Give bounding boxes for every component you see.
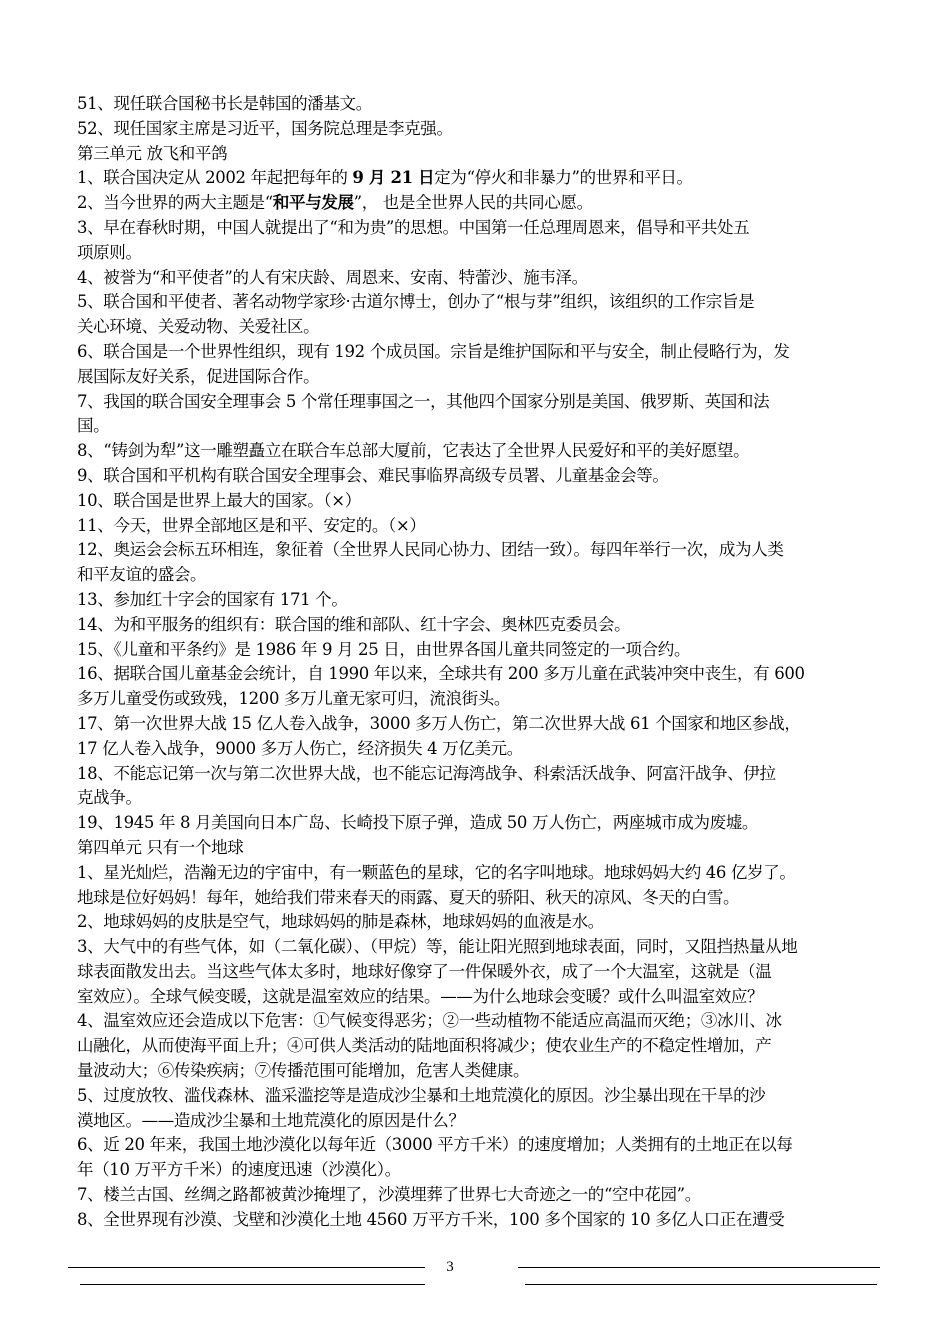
text-line: 5、过度放牧、滥伐森林、滥采滥挖等是造成沙尘暴和土地荒漠化的原因。沙尘暴出现在干旱的沙 [77, 1085, 766, 1105]
footer-rule-left-bottom [80, 1284, 425, 1285]
text-segment: ”， 也是全世界人民的共同心愿。 [353, 193, 593, 213]
text-line: 球表面散发出去。当这些气体太多时，地球好像穿了一件保暖外衣，成了一个大温室，这就是（温 [77, 961, 772, 981]
footer-rule-left-top [68, 1267, 425, 1268]
document-body [77, 92, 877, 1233]
text-line: 17、第一次世界大战 15 亿人卷入战争，3000 多万人伤亡，第二次世界大战 61 个国家和地区参战， [77, 713, 801, 733]
text-segment: 2、当今世界的两大主题是“ [77, 193, 273, 213]
text-line: 51、现任联合国秘书长是韩国的潘基文。 [77, 94, 372, 113]
text-line: 6、联合国是一个世界性组织，现有 192 个成员国。宗旨是维护国际和平与安全，制止侵略行为，发 [77, 341, 790, 361]
text-line: 4、温室效应还会造成以下危害：①气候变得恶劣；②一些动植物不能适应高温而灭绝；③冰川、冰 [77, 1011, 782, 1031]
page-number: 3 [446, 1259, 454, 1275]
text-line: 多万儿童受伤或致残，1200 多万儿童无家可归，流浪街头。 [77, 689, 511, 709]
text-line: 2、地球妈妈的皮肤是空气，地球妈妈的肺是森林，地球妈妈的血液是水。 [77, 912, 604, 932]
text-line: 19、1945 年 8 月美国向日本广岛、长崎投下原子弹，造成 50 万人伤亡，两座城市成为废墟。 [77, 813, 759, 833]
text-line: 17 亿人卷入战争，9000 多万人伤亡，经济损失 4 万亿美元。 [77, 738, 523, 758]
text-line: 6、近 20 年来，我国土地沙漠化以每年近（3000 平方千米）的速度增加；人类拥有的土地正在以每 [77, 1135, 793, 1155]
text-line: 15、《儿童和平条约》是 1986 年 9 月 25 日，由世界各国儿童共同签定的一项合约。 [77, 639, 691, 659]
text-line: 国。 [77, 416, 110, 436]
text-line: 3、早在春秋时期，中国人就提出了“和为贵”的思想。中国第一任总理周恩来，倡导和平共处五 [77, 217, 750, 237]
text-line: 展国际友好关系，促进国际合作。 [77, 366, 320, 386]
text-line: 8、全世界现有沙漠、戈壁和沙漠化土地 4560 万平方千米，100 多个国家的 10 多亿人口正在遭受 [77, 1209, 785, 1229]
text-line: 14、为和平服务的组织有：联合国的维和部队、红十字会、奥林匹克委员会。 [77, 614, 631, 634]
text-line [77, 191, 877, 216]
text-line: 1、星光灿烂，浩瀚无边的宇宙中，有一颗蓝色的星球，它的名字叫地球。地球妈妈大约 46 亿岁了。 [77, 862, 796, 882]
text-line: 4、被誉为“和平使者”的人有宋庆龄、周恩来、安南、特蕾沙、施韦泽。 [77, 267, 588, 287]
text-line: 漠地区。——造成沙尘暴和土地荒漠化的原因是什么？ [77, 1110, 465, 1130]
text-line: 10、联合国是世界上最大的国家。（×） [77, 490, 361, 510]
text-line: 7、我国的联合国安全理事会 5 个常任理事国之一，其他四个国家分别是美国、俄罗斯、英国和法 [77, 391, 770, 411]
text-line: 量波动大；⑥传染疾病；⑦传播范围可能增加，危害人类健康。 [77, 1061, 530, 1081]
text-line: 5、联合国和平使者、著名动物学家珍·古道尔博士，创办了“根与芽”组织，该组织的工作宗旨是 [77, 292, 755, 312]
text-line: 和平友谊的盛会。 [77, 565, 207, 585]
text-line: 山融化，从而使海平面上升；④可供人类活动的陆地面积将减少；使农业生产的不稳定性增加，产 [77, 1036, 772, 1056]
text-line [77, 166, 877, 191]
text-line: 13、参加红十字会的国家有 171 个。 [77, 589, 348, 609]
footer-rule-right-top [518, 1267, 880, 1268]
text-line: 9、联合国和平机构有联合国安全理事会、难民事临界高级专员署、儿童基金会等。 [77, 465, 669, 485]
bold-text: 9 月 21 日 [352, 168, 435, 188]
text-line: 第四单元 只有一个地球 [77, 837, 244, 857]
text-line: 12、奥运会会标五环相连，象征着（全世界人民同心协力、团结一致）。每四年举行一次，成为人类 [77, 540, 784, 560]
page-footer [0, 1250, 950, 1310]
text-line: 关心环境、关爱动物、关爱社区。 [77, 317, 320, 337]
text-line: 8、“铸剑为犁”这一雕塑矗立在联合车总部大厦前，它表达了全世界人民爱好和平的美好愿望。 [77, 441, 750, 461]
bold-text: 和平与发展 [272, 193, 354, 213]
text-line: 项原则。 [77, 242, 142, 262]
text-line: 年（10 万平方千米）的速度迅速（沙漠化）。 [77, 1160, 401, 1180]
text-line: 7、楼兰古国、丝绸之路都被黄沙掩埋了，沙漠埋葬了世界七大奇迹之一的“空中花园”。 [77, 1185, 701, 1205]
text-line: 克战争。 [77, 788, 142, 808]
text-segment: 1、联合国决定从 2002 年起把每年的 [77, 168, 353, 188]
text-line: 11、今天，世界全部地区是和平、安定的。（×） [77, 515, 426, 535]
text-line: 16、据联合国儿童基金会统计，自 1990 年以来，全球共有 200 多万儿童在武装冲突中丧生，有 600 [77, 664, 805, 684]
text-line: 3、大气中的有些气体，如（二氧化碳）、（甲烷）等，能让阳光照到地球表面，同时，又阻挡热量从地 [77, 937, 798, 957]
text-line: 52、现任国家主席是习近平，国务院总理是李克强。 [77, 118, 453, 138]
footer-rule-right-bottom [525, 1284, 877, 1285]
text-line: 室效应）。全球气候变暖，这就是温室效应的结果。——为什么地球会变暖？或什么叫温室效应？ [77, 986, 764, 1006]
text-line: 第三单元 放飞和平鸽 [77, 143, 228, 163]
text-segment: 定为“停火和非暴力”的世界和平日。 [434, 168, 693, 188]
text-line: 地球是位好妈妈！每年，她给我们带来春天的雨露、夏天的骄阳、秋天的凉风、冬天的白雪。 [77, 887, 740, 907]
text-line: 18、不能忘记第一次与第二次世界大战，也不能忘记海湾战争、科索活沃战争、阿富汗战争、伊拉 [77, 763, 776, 783]
